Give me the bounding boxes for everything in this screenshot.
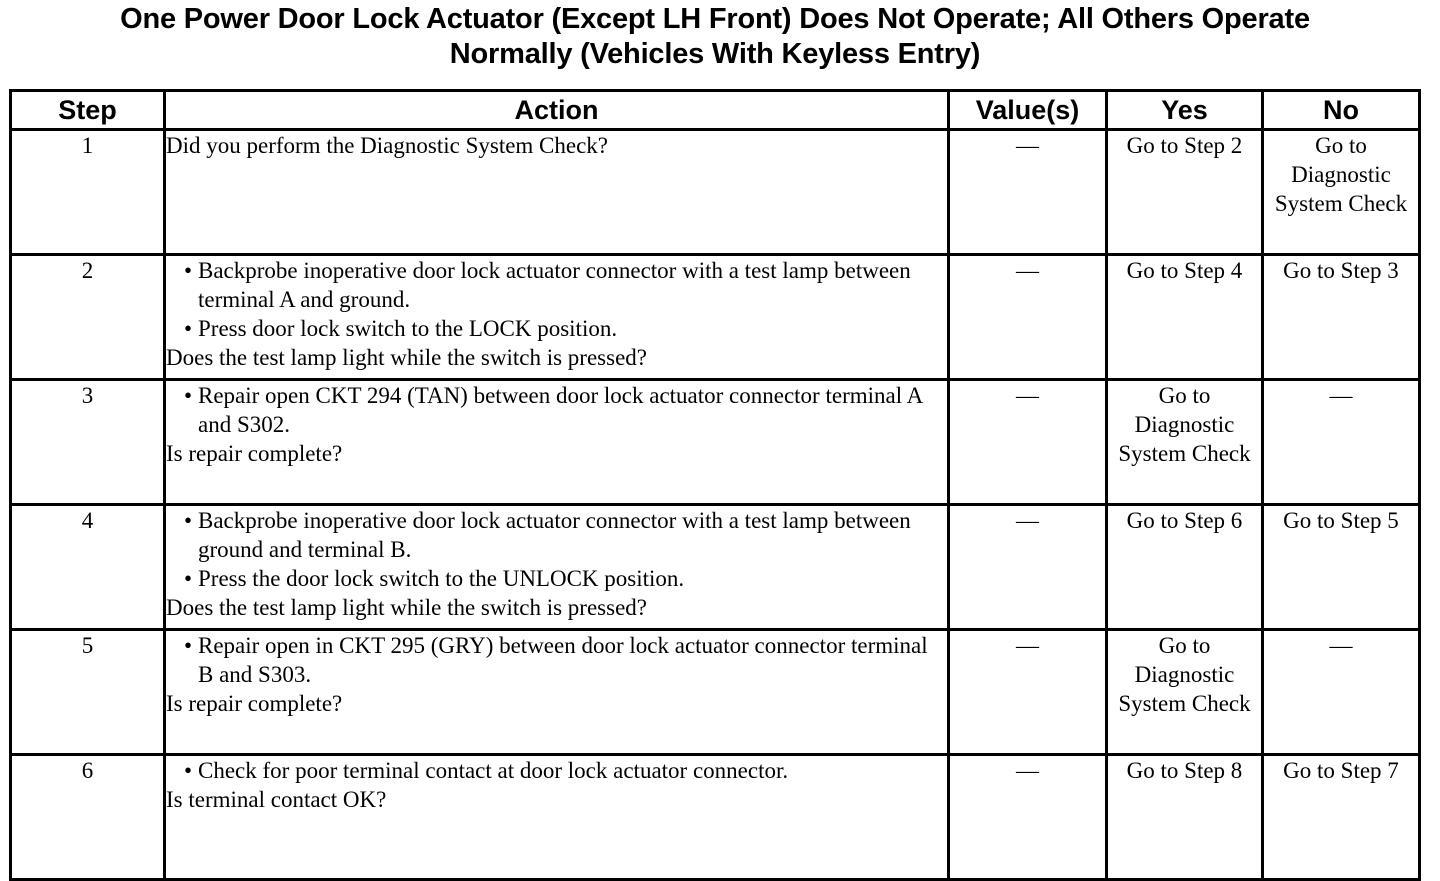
bullet-icon: •: [184, 383, 193, 408]
action-cell: [165, 380, 949, 505]
yes-cell: Go to Diagnostic System Check: [1107, 630, 1263, 755]
value-cell: —: [949, 505, 1107, 630]
header-step: Step: [11, 91, 165, 130]
header-no: No: [1263, 91, 1420, 130]
table-row: [11, 130, 1420, 255]
table-row: [11, 505, 1420, 630]
header-row: [11, 91, 1420, 130]
yes-cell: Go to Step 4: [1107, 255, 1263, 380]
step-number: 2: [11, 255, 165, 380]
table-body: [11, 130, 1420, 880]
value-cell: —: [949, 130, 1107, 255]
no-cell: Go to Step 5: [1263, 505, 1420, 630]
action-bullet: [166, 564, 947, 593]
step-number: 5: [11, 630, 165, 755]
action-question: Did you perform the Diagnostic System Check?: [166, 133, 609, 158]
action-cell: [165, 505, 949, 630]
action-question: Is repair complete?: [166, 441, 343, 466]
bullet-icon: •: [184, 316, 193, 341]
table-row: [11, 630, 1420, 755]
yes-cell: Go to Step 2: [1107, 130, 1263, 255]
header-yes: Yes: [1107, 91, 1263, 130]
step-number: 6: [11, 755, 165, 880]
no-cell: Go to Diagnostic System Check: [1263, 130, 1420, 255]
action-question: Does the test lamp light while the switch is pressed?: [166, 345, 647, 370]
value-cell: —: [949, 380, 1107, 505]
title-line-2: Normally (Vehicles With Keyless Entry): [449, 38, 981, 70]
bullet-icon: •: [184, 758, 193, 783]
action-bullet: [166, 756, 947, 785]
yes-cell: Go to Step 8: [1107, 755, 1263, 880]
header-action: Action: [165, 91, 949, 130]
action-bullet: [166, 631, 947, 689]
bullet-text: Press door lock switch to the LOCK position.: [198, 316, 618, 341]
value-cell: —: [949, 255, 1107, 380]
step-number: 1: [11, 130, 165, 255]
action-cell: [165, 755, 949, 880]
no-cell: Go to Step 7: [1263, 755, 1420, 880]
bullet-text: Repair open in CKT 295 (GRY) between door lock actuator connector terminal B and S303.: [198, 633, 928, 687]
bullet-icon: •: [184, 258, 193, 283]
step-number: 4: [11, 505, 165, 630]
table-row: [11, 380, 1420, 505]
bullet-text: Repair open CKT 294 (TAN) between door lock actuator connector terminal A and S302.: [198, 383, 922, 437]
header-values: Value(s): [949, 91, 1107, 130]
bullet-icon: •: [184, 508, 193, 533]
step-number: 3: [11, 380, 165, 505]
value-cell: —: [949, 630, 1107, 755]
action-question: Is repair complete?: [166, 691, 343, 716]
action-bullet: [166, 381, 947, 439]
no-cell: —: [1263, 380, 1420, 505]
action-bullet: [166, 256, 947, 314]
yes-cell: Go to Step 6: [1107, 505, 1263, 630]
no-cell: —: [1263, 630, 1420, 755]
title-line-1: One Power Door Lock Actuator (Except LH Front) Does Not Operate; All Others Operate: [120, 3, 1310, 35]
bullet-text: Press the door lock switch to the UNLOCK position.: [198, 566, 685, 591]
action-question: Is terminal contact OK?: [166, 787, 387, 812]
action-bullet: [166, 314, 947, 343]
table-row: [11, 255, 1420, 380]
action-cell: [165, 130, 949, 255]
yes-cell: Go to Diagnostic System Check: [1107, 380, 1263, 505]
value-cell: —: [949, 755, 1107, 880]
table-row: [11, 755, 1420, 880]
action-bullet: [166, 506, 947, 564]
action-cell: [165, 255, 949, 380]
action-question: Does the test lamp light while the switch is pressed?: [166, 595, 647, 620]
bullet-text: Backprobe inoperative door lock actuator connector with a test lamp between ground and terminal B.: [198, 508, 911, 562]
document-title: [0, 2, 1430, 72]
bullet-icon: •: [184, 633, 193, 658]
no-cell: Go to Step 3: [1263, 255, 1420, 380]
action-cell: [165, 630, 949, 755]
diagnostic-table: [9, 89, 1421, 881]
bullet-text: Backprobe inoperative door lock actuator connector with a test lamp between terminal A and ground.: [198, 258, 911, 312]
bullet-text: Check for poor terminal contact at door lock actuator connector.: [198, 758, 789, 783]
bullet-icon: •: [184, 566, 193, 591]
